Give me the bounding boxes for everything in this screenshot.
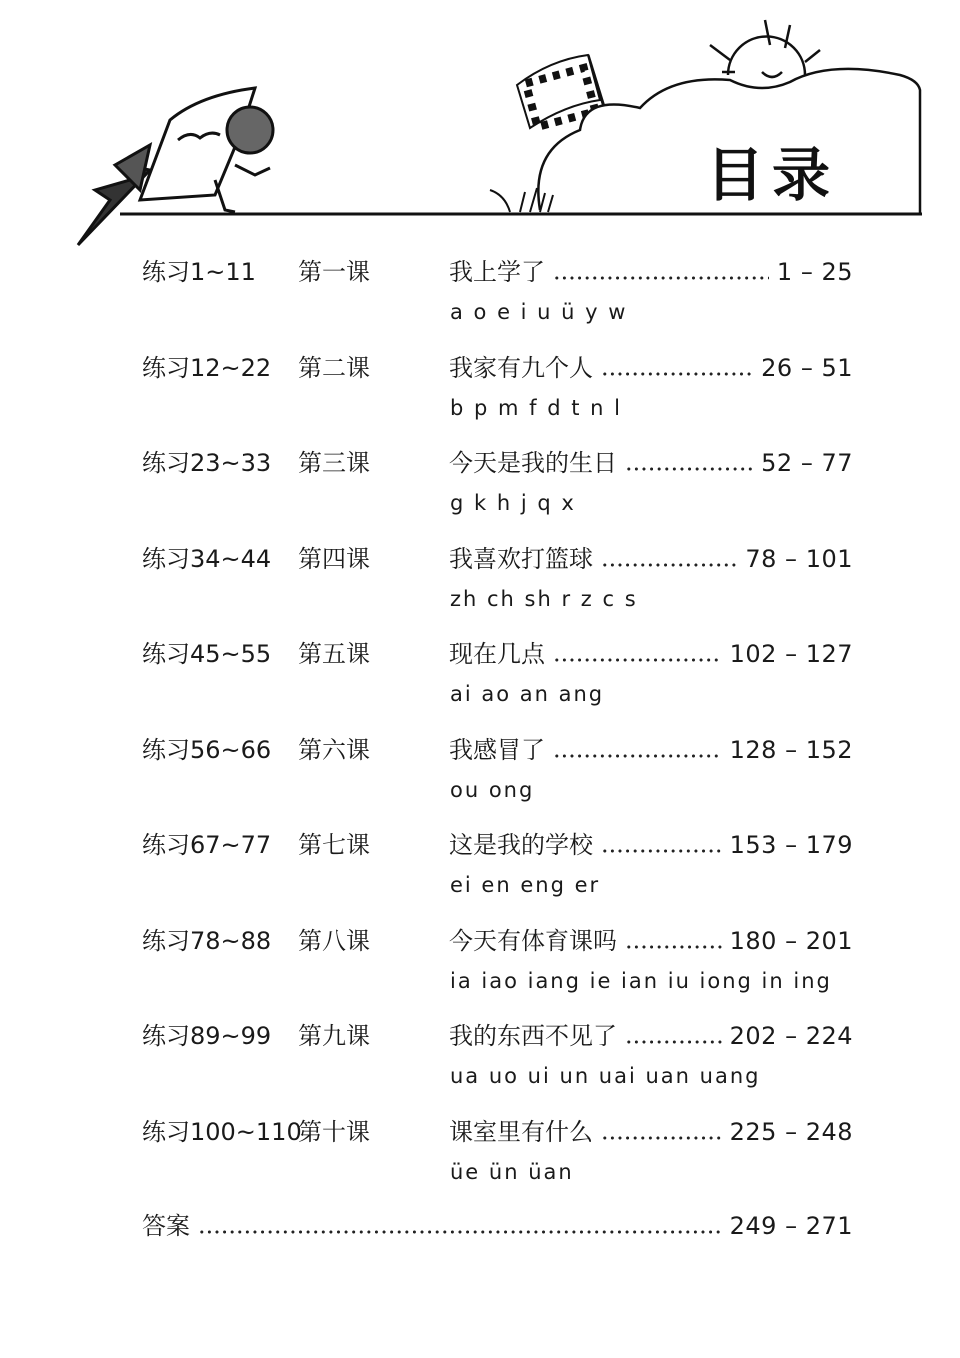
dot-leader	[553, 754, 722, 758]
toc-entry[interactable]	[0, 722, 960, 818]
dot-leader	[601, 372, 753, 376]
exercise-range: 练习1~11	[142, 258, 256, 286]
exercise-range: 练习34~44	[142, 544, 272, 573]
page-range: 52 – 77	[761, 449, 853, 477]
page-range: 26 – 51	[761, 353, 853, 382]
table-of-contents	[0, 244, 960, 1199]
lesson-title-line	[449, 730, 853, 765]
lesson-title: 现在几点	[449, 640, 545, 668]
toc-entry[interactable]	[0, 531, 960, 627]
answers-label: 答案	[142, 1212, 190, 1240]
lesson-title-line	[449, 1016, 853, 1051]
toc-entry[interactable]	[0, 435, 960, 531]
lesson-number: 第九课	[298, 1022, 370, 1050]
page-range: 180 – 201	[729, 926, 853, 955]
lesson-title-line	[449, 443, 853, 478]
exercise-range: 练习89~99	[142, 1022, 272, 1050]
lesson-number: 第六课	[298, 735, 370, 764]
toc-entry[interactable]	[0, 1104, 960, 1200]
dot-leader	[553, 658, 722, 662]
lesson-title: 我感冒了	[449, 735, 545, 764]
toc-entry[interactable]	[0, 626, 960, 722]
dot-leader	[553, 276, 769, 280]
lesson-title: 我家有九个人	[449, 353, 593, 382]
toc-entry[interactable]	[0, 244, 960, 340]
lesson-title: 这是我的学校	[449, 831, 593, 859]
lesson-number: 第八课	[298, 926, 370, 955]
sun-icon	[710, 20, 820, 77]
page-range: 153 – 179	[729, 831, 853, 859]
lesson-title-line	[449, 252, 853, 287]
dot-leader	[625, 467, 753, 471]
page-title: 目录	[706, 141, 839, 209]
lesson-title-line	[449, 825, 853, 860]
lesson-title-line	[449, 921, 853, 956]
lesson-title: 今天有体育课吗	[449, 926, 617, 955]
lesson-number: 第五课	[298, 640, 370, 668]
page-range: 225 – 248	[729, 1117, 853, 1146]
answers-pages: 249 – 271	[729, 1212, 853, 1240]
lesson-number: 第七课	[298, 831, 370, 859]
dot-leader	[625, 945, 722, 949]
lesson-number: 第二课	[298, 353, 370, 382]
page-range: 102 – 127	[729, 640, 853, 668]
exercise-range: 练习100~110	[142, 1117, 302, 1146]
lesson-title-line	[449, 634, 853, 669]
lesson-number: 第三课	[298, 449, 370, 477]
page-range: 1 – 25	[776, 258, 853, 286]
pinyin-list: b p m f d t n l	[450, 395, 622, 420]
page-range: 78 – 101	[745, 544, 853, 573]
toc-entry[interactable]	[0, 340, 960, 436]
exercise-range: 练习12~22	[142, 353, 272, 382]
exercise-range: 练习56~66	[142, 735, 272, 764]
exercise-range: 练习78~88	[142, 926, 272, 955]
exercise-range: 练习23~33	[142, 449, 272, 477]
pinyin-list: zh ch sh r z c s	[450, 586, 638, 611]
dot-leader	[601, 563, 737, 567]
lesson-title: 今天是我的生日	[449, 449, 617, 477]
dot-leader	[601, 849, 722, 853]
lesson-number: 第一课	[298, 258, 370, 286]
lesson-title: 我上学了	[449, 258, 545, 286]
lesson-title: 课室里有什么	[449, 1117, 593, 1146]
lesson-title: 我的东西不见了	[449, 1022, 617, 1050]
lesson-title-line	[449, 1112, 853, 1147]
lesson-title-line	[449, 348, 853, 383]
page-range: 202 – 224	[729, 1022, 853, 1050]
dot-leader	[198, 1230, 722, 1234]
exercise-range: 练习67~77	[142, 831, 272, 859]
page-range: 128 – 152	[729, 735, 853, 764]
lesson-number: 第十课	[298, 1117, 370, 1146]
dot-leader	[601, 1136, 722, 1140]
pinyin-list: ou ong	[450, 777, 535, 802]
pinyin-list: a o e i u ü y w	[450, 300, 628, 324]
lesson-number: 第四课	[298, 544, 370, 573]
rocket-runner-icon	[78, 88, 273, 245]
pinyin-list: ei en eng er	[450, 873, 601, 897]
toc-entry[interactable]	[0, 913, 960, 1009]
answers-entry[interactable]	[142, 1206, 853, 1241]
pinyin-list: ia iao iang ie ian iu iong in ing	[450, 968, 832, 993]
toc-entry[interactable]	[0, 817, 960, 913]
dot-leader	[625, 1040, 722, 1044]
header-illustration	[0, 0, 960, 250]
lesson-title-line	[449, 539, 853, 574]
pinyin-list: ai ao an ang	[450, 682, 605, 706]
pinyin-list: g k h j q x	[450, 491, 576, 515]
exercise-range: 练习45~55	[142, 640, 272, 668]
pinyin-list: üe ün üan	[450, 1159, 574, 1184]
lesson-title: 我喜欢打篮球	[449, 544, 593, 573]
pinyin-list: ua uo ui un uai uan uang	[450, 1064, 761, 1088]
toc-entry[interactable]	[0, 1008, 960, 1104]
